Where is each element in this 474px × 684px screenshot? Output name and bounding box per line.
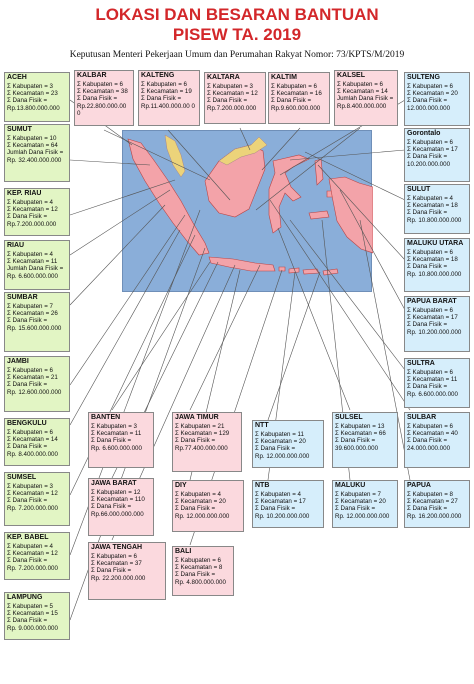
dana-fisik-label: Σ Dana Fisik = bbox=[7, 97, 48, 105]
province-box-diy bbox=[172, 480, 244, 532]
dana-fisik-label: Σ Dana Fisik = bbox=[407, 383, 448, 391]
page-subtitle: Keputusan Menteri Pekerjaan Umum dan Perumahan Rakyat Nomor: 73/KPTS/M/2019 bbox=[69, 50, 405, 60]
province-box-kalsel bbox=[334, 70, 398, 126]
kecamatan-count: Σ Kecamatan = 17 bbox=[407, 146, 458, 154]
kecamatan-count: Σ Kecamatan = 20 bbox=[407, 90, 458, 98]
kecamatan-count: Σ Kecamatan = 129 bbox=[175, 430, 230, 438]
dana-fisik-label: Σ Dana Fisik = bbox=[407, 505, 448, 513]
leader-line-kepriau bbox=[70, 180, 175, 215]
kabupaten-count: Σ Kabupaten = 6 bbox=[141, 81, 187, 88]
leader-line-sultra bbox=[290, 220, 405, 370]
province-name: BANTEN bbox=[91, 414, 121, 421]
province-name: BENGKULU bbox=[7, 420, 47, 427]
province-name: PAPUA BARAT bbox=[407, 298, 457, 305]
kecamatan-count: Σ Kecamatan = 12 bbox=[7, 550, 58, 558]
kabupaten-count: Σ Kabupaten = 6 bbox=[175, 557, 221, 564]
dana-fisik-label: Σ Dana Fisik = bbox=[407, 321, 448, 329]
province-box-pabar bbox=[404, 296, 470, 352]
dana-fisik-value: 12.000.000.000 bbox=[407, 104, 451, 112]
kabupaten-count: Σ Kabupaten = 3 bbox=[207, 83, 253, 90]
province-box-jateng bbox=[88, 542, 166, 600]
leader-line-jambi bbox=[70, 215, 185, 385]
province-name: KEP. RIAU bbox=[7, 190, 42, 197]
dana-fisik-value: Rp.7.200.000.000 bbox=[207, 104, 257, 112]
province-name: JAMBI bbox=[7, 358, 29, 365]
province-name: LAMPUNG bbox=[7, 594, 43, 601]
kabupaten-count: Σ Kabupaten = 6 bbox=[407, 249, 453, 256]
province-box-lampung bbox=[4, 592, 70, 640]
dana-fisik-label: Σ Dana Fisik = bbox=[7, 617, 48, 625]
page-title-line2: PISEW TA. 2019 bbox=[172, 25, 302, 44]
province-name: JAWA TENGAH bbox=[91, 544, 143, 551]
dana-fisik-label: Σ Dana Fisik = bbox=[77, 95, 118, 103]
kabupaten-count: Σ Kabupaten = 10 bbox=[7, 135, 57, 142]
province-name: KALTIM bbox=[271, 74, 297, 81]
province-box-riau bbox=[4, 240, 70, 290]
kabupaten-count: Σ Kabupaten = 7 bbox=[7, 303, 53, 310]
kabupaten-count: Σ Kabupaten = 6 bbox=[271, 83, 317, 90]
kecamatan-count: Σ Kecamatan = 26 bbox=[7, 310, 58, 318]
kabupaten-count: Σ Kabupaten = 21 bbox=[175, 423, 225, 430]
dana-fisik-label: Σ Dana Fisik = bbox=[407, 97, 448, 105]
leader-line-sumbar bbox=[70, 205, 165, 305]
leader-line-sulut bbox=[305, 152, 405, 200]
kabupaten-count: Σ Kabupaten = 3 bbox=[91, 423, 137, 430]
kecamatan-count: Σ Kecamatan = 110 bbox=[91, 496, 145, 504]
province-box-jambi bbox=[4, 356, 70, 412]
dana-fisik-label: Jumlah Dana Fisik = bbox=[337, 95, 394, 103]
kabupaten-count: Σ Kabupaten = 6 bbox=[7, 429, 53, 436]
kabupaten-count: Σ Kabupaten = 8 bbox=[407, 491, 453, 498]
province-name: NTT bbox=[255, 422, 269, 429]
kabupaten-count: Σ Kabupaten = 6 bbox=[407, 83, 453, 90]
province-box-jatim bbox=[172, 412, 242, 472]
province-box-gorontalo bbox=[404, 128, 470, 182]
kecamatan-count: Σ Kecamatan = 17 bbox=[255, 498, 306, 506]
province-box-bali bbox=[172, 546, 234, 596]
leader-line-kaltara bbox=[240, 128, 250, 150]
province-name: SUMSEL bbox=[7, 474, 37, 481]
kabupaten-count: Σ Kabupaten = 12 bbox=[91, 489, 141, 496]
dana-fisik-value: Rp. 12.600.000.000 bbox=[7, 388, 62, 396]
province-name: KEP. BABEL bbox=[7, 534, 49, 541]
province-box-kaltim bbox=[268, 72, 330, 124]
dana-fisik-label: Σ Dana Fisik = bbox=[175, 505, 216, 513]
dana-fisik-label: Σ Dana Fisik = bbox=[91, 437, 132, 445]
province-box-sumbar bbox=[4, 292, 70, 352]
province-box-malut bbox=[404, 238, 470, 292]
dana-fisik-label: Σ Dana Fisik = bbox=[141, 95, 182, 103]
province-box-babel bbox=[4, 532, 70, 580]
province-name: MALUKU bbox=[335, 482, 366, 489]
province-box-sulteng bbox=[404, 72, 470, 126]
kecamatan-count: Σ Kecamatan = 12 bbox=[207, 90, 258, 98]
dana-fisik-value: 10.200.000.000 bbox=[407, 160, 451, 168]
kabupaten-count: Σ Kabupaten = 11 bbox=[255, 431, 304, 438]
kabupaten-count: Σ Kabupaten = 3 bbox=[7, 83, 53, 90]
province-box-aceh bbox=[4, 72, 70, 122]
dana-fisik-value: Rp.66.000.000.000 bbox=[91, 510, 144, 518]
kecamatan-count: Σ Kecamatan = 12 bbox=[7, 490, 58, 498]
dana-fisik-label: Σ Dana Fisik = bbox=[7, 497, 48, 505]
kecamatan-count: Σ Kecamatan = 17 bbox=[407, 314, 458, 322]
province-name: BALI bbox=[175, 548, 192, 555]
kecamatan-count: Σ Kecamatan = 14 bbox=[337, 88, 388, 96]
dana-fisik-label: Σ Dana Fisik = bbox=[7, 317, 48, 325]
leader-line-riau bbox=[70, 190, 170, 255]
kabupaten-count: Σ Kabupaten = 6 bbox=[407, 307, 453, 314]
province-name: Gorontalo bbox=[407, 130, 441, 137]
dana-fisik-value: Rp.9.600.000.000 bbox=[271, 104, 321, 112]
province-box-kaltara bbox=[204, 72, 266, 124]
province-name: NTB bbox=[255, 482, 270, 489]
kecamatan-count: Σ Kecamatan = 20 bbox=[175, 498, 226, 506]
province-box-kalbar bbox=[74, 70, 134, 126]
province-name: KALBAR bbox=[77, 72, 107, 79]
leader-line-pabar bbox=[340, 190, 405, 310]
leader-line-banten bbox=[112, 262, 210, 410]
leader-line-kaltim bbox=[262, 128, 300, 170]
province-box-sumut bbox=[4, 124, 70, 182]
kecamatan-count: Σ Kecamatan = 18 bbox=[407, 256, 458, 264]
dana-fisik-label: Σ Dana Fisik = bbox=[271, 97, 312, 105]
province-name: RIAU bbox=[7, 242, 25, 249]
kecamatan-count: Σ Kecamatan = 37 bbox=[91, 560, 142, 568]
kecamatan-count: Σ Kecamatan = 19 bbox=[141, 88, 192, 96]
dana-fisik-value: Rp.11.400.000.00 0 bbox=[141, 102, 195, 110]
dana-fisik-value: Rp. 6.600.000.000 bbox=[7, 272, 58, 280]
kecamatan-count: Σ Kecamatan = 64 bbox=[7, 142, 58, 150]
province-name: JAWA BARAT bbox=[91, 480, 137, 487]
kecamatan-count: Σ Kecamatan = 14 bbox=[7, 436, 58, 444]
kecamatan-count: Σ Kecamatan = 38 bbox=[77, 88, 128, 96]
province-box-jabar bbox=[88, 478, 154, 536]
kecamatan-count: Σ Kecamatan = 11 bbox=[91, 430, 142, 438]
kabupaten-count: Σ Kabupaten = 4 bbox=[407, 195, 453, 202]
kabupaten-count: Σ Kabupaten = 4 bbox=[175, 491, 221, 498]
kabupaten-count: Σ Kabupaten = 6 bbox=[407, 369, 453, 376]
dana-fisik-label: Σ Dana Fisik = bbox=[407, 437, 448, 445]
dana-fisik-label: Σ Dana Fisik = bbox=[175, 571, 216, 579]
province-name: PAPUA bbox=[407, 482, 431, 489]
kabupaten-count: Σ Kabupaten = 7 bbox=[335, 491, 381, 498]
leader-line-kalteng bbox=[168, 130, 230, 200]
province-name: JAWA TIMUR bbox=[175, 414, 219, 421]
province-box-banten bbox=[88, 412, 154, 468]
leader-line-bengkulu bbox=[70, 230, 180, 425]
kecamatan-count: Σ Kecamatan = 40 bbox=[407, 430, 458, 438]
kecamatan-count: Σ Kecamatan = 8 bbox=[175, 564, 223, 572]
province-box-bengkulu bbox=[4, 418, 70, 466]
dana-fisik-value: Rp. 15.600.000.000 bbox=[7, 324, 62, 332]
province-box-sulut bbox=[404, 184, 470, 234]
dana-fisik-value: Rp. 4.800.000.000 bbox=[175, 578, 226, 586]
dana-fisik-label: Σ Dana Fisik = bbox=[407, 263, 448, 271]
kecamatan-count: Σ Kecamatan = 18 bbox=[407, 202, 458, 210]
province-box-maluku bbox=[332, 480, 398, 528]
province-name: MALUKU UTARA bbox=[407, 240, 464, 247]
kecamatan-count: Σ Kecamatan = 11 bbox=[407, 376, 458, 384]
province-name: SULTRA bbox=[407, 360, 435, 367]
province-name: SUMBAR bbox=[7, 294, 38, 301]
province-name: ACEH bbox=[7, 74, 27, 81]
kecamatan-count: Σ Kecamatan = 21 bbox=[7, 374, 58, 382]
dana-fisik-label: Σ Dana Fisik = bbox=[255, 445, 296, 453]
dana-fisik-label: Jumlah Dana Fisik = bbox=[7, 149, 64, 157]
province-box-kepriau bbox=[4, 188, 70, 236]
province-name: SULTENG bbox=[407, 74, 440, 81]
province-box-papua bbox=[404, 480, 470, 528]
dana-fisik-value: Rp. 6.600.000.000 bbox=[91, 444, 142, 452]
kabupaten-count: Σ Kabupaten = 4 bbox=[255, 491, 301, 498]
kabupaten-count: Σ Kabupaten = 6 bbox=[337, 81, 383, 88]
page-title-line1: LOKASI DAN BESARAN BANTUAN bbox=[95, 5, 379, 24]
kabupaten-count: Σ Kabupaten = 6 bbox=[407, 139, 453, 146]
province-box-kalteng bbox=[138, 70, 200, 126]
dana-fisik-label: Σ Dana Fisik = bbox=[91, 503, 132, 511]
dana-fisik-value: Rp. 10.800.000.000 bbox=[407, 216, 462, 224]
dana-fisik-label: Σ Dana Fisik = bbox=[7, 557, 48, 565]
kabupaten-count: Σ Kabupaten = 4 bbox=[7, 543, 53, 550]
dana-fisik-value: Rp. 8.400.000.000 bbox=[7, 450, 58, 458]
province-name: KALSEL bbox=[337, 72, 365, 79]
dana-fisik-value: Rp.77.400.000.000 bbox=[175, 444, 228, 452]
province-name: SULBAR bbox=[407, 414, 437, 421]
province-name: DIY bbox=[175, 482, 187, 489]
kabupaten-count: Σ Kabupaten = 4 bbox=[7, 199, 53, 206]
dana-fisik-value: Rp.13.800.000.000 bbox=[7, 104, 60, 112]
kabupaten-count: Σ Kabupaten = 3 bbox=[7, 483, 53, 490]
dana-fisik-value: Rp. 12.000.000.000 bbox=[175, 512, 230, 520]
dana-fisik-value: Rp. 10.800.000.000 bbox=[407, 270, 462, 278]
dana-fisik-label: Σ Dana Fisik = bbox=[7, 443, 48, 451]
dana-fisik-label: Jumlah Dana Fisik = bbox=[7, 265, 64, 273]
province-box-sulsel bbox=[332, 412, 398, 468]
dana-fisik-value: Rp. 10.200.000.000 bbox=[407, 328, 462, 336]
dana-fisik-value: Rp. 22.200.000.000 bbox=[91, 574, 146, 582]
province-box-sulbar bbox=[404, 412, 470, 468]
dana-fisik-value: Rp. 32.400.000.000 bbox=[7, 156, 62, 164]
dana-fisik-value: Rp. 12.000.000.000 bbox=[335, 512, 390, 520]
dana-fisik-label: Σ Dana Fisik = bbox=[175, 437, 216, 445]
dana-fisik-value: Rp. 7.200.000.000 bbox=[7, 504, 58, 512]
dana-fisik-value: Rp. 9.000.000.000 bbox=[7, 624, 58, 632]
dana-fisik-value: 39.600.000.000 bbox=[335, 444, 379, 452]
province-name: SULSEL bbox=[335, 414, 363, 421]
kabupaten-count: Σ Kabupaten = 6 bbox=[7, 367, 53, 374]
province-box-sultra bbox=[404, 358, 470, 408]
kecamatan-count: Σ Kecamatan = 15 bbox=[7, 610, 58, 618]
dana-fisik-value: Rp. 7.200.000.000 bbox=[7, 564, 58, 572]
kabupaten-count: Σ Kabupaten = 6 bbox=[77, 81, 123, 88]
dana-fisik-label: Σ Dana Fisik = bbox=[407, 153, 448, 161]
dana-fisik-value: Rp. 16.200.000.000 bbox=[407, 512, 462, 520]
dana-fisik-label: Σ Dana Fisik = bbox=[7, 213, 48, 221]
leader-line-kalbar bbox=[104, 130, 210, 180]
province-box-ntb bbox=[252, 480, 324, 528]
dana-fisik-label: Σ Dana Fisik = bbox=[407, 209, 448, 217]
dana-fisik-value: Rp.7.200.000.000 bbox=[7, 220, 57, 228]
dana-fisik-label: Σ Dana Fisik = bbox=[335, 437, 376, 445]
dana-fisik-label: Σ Dana Fisik = bbox=[91, 567, 132, 575]
kabupaten-count: Σ Kabupaten = 6 bbox=[91, 553, 137, 560]
kecamatan-count: Σ Kecamatan = 20 bbox=[335, 498, 386, 506]
kecamatan-count: Σ Kecamatan = 27 bbox=[407, 498, 458, 506]
dana-fisik-label: Σ Dana Fisik = bbox=[335, 505, 376, 513]
dana-fisik-value: Rp. 6.600.000.000 bbox=[407, 390, 458, 398]
kecamatan-count: Σ Kecamatan = 20 bbox=[255, 438, 306, 446]
dana-fisik-value: Rp. 10.200.000.000 bbox=[255, 512, 310, 520]
province-name: SUMUT bbox=[7, 126, 32, 133]
kecamatan-count: Σ Kecamatan = 11 bbox=[7, 258, 58, 266]
dana-fisik-label: Σ Dana Fisik = bbox=[255, 505, 296, 513]
province-box-ntt bbox=[252, 420, 324, 468]
kabupaten-count: Σ Kabupaten = 4 bbox=[7, 251, 53, 258]
kecamatan-count: Σ Kecamatan = 23 bbox=[7, 90, 58, 98]
leader-line-sumut bbox=[70, 160, 150, 165]
kabupaten-count: Σ Kabupaten = 6 bbox=[407, 423, 453, 430]
kabupaten-count: Σ Kabupaten = 5 bbox=[7, 603, 53, 610]
province-name: KALTARA bbox=[207, 74, 240, 81]
kabupaten-count: Σ Kabupaten = 13 bbox=[335, 423, 385, 430]
dana-fisik-value: Rp.8.400.000.000 bbox=[337, 102, 387, 110]
kecamatan-count: Σ Kecamatan = 16 bbox=[271, 90, 322, 98]
dana-fisik-value: 24.000.000.000 bbox=[407, 444, 451, 452]
dana-fisik-value: Rp. 12.000.000.000 bbox=[255, 452, 310, 460]
leader-line-ntt bbox=[268, 272, 320, 420]
dana-fisik-label: Σ Dana Fisik = bbox=[207, 97, 248, 105]
kecamatan-count: Σ Kecamatan = 12 bbox=[7, 206, 58, 214]
dana-fisik-label: Σ Dana Fisik = bbox=[7, 381, 48, 389]
province-name: KALTENG bbox=[141, 72, 175, 79]
dana-fisik-value: Rp.22.800.000.00 0 bbox=[77, 102, 127, 117]
province-name: SULUT bbox=[407, 186, 431, 193]
province-box-sumsel bbox=[4, 472, 70, 526]
kecamatan-count: Σ Kecamatan = 66 bbox=[335, 430, 386, 438]
